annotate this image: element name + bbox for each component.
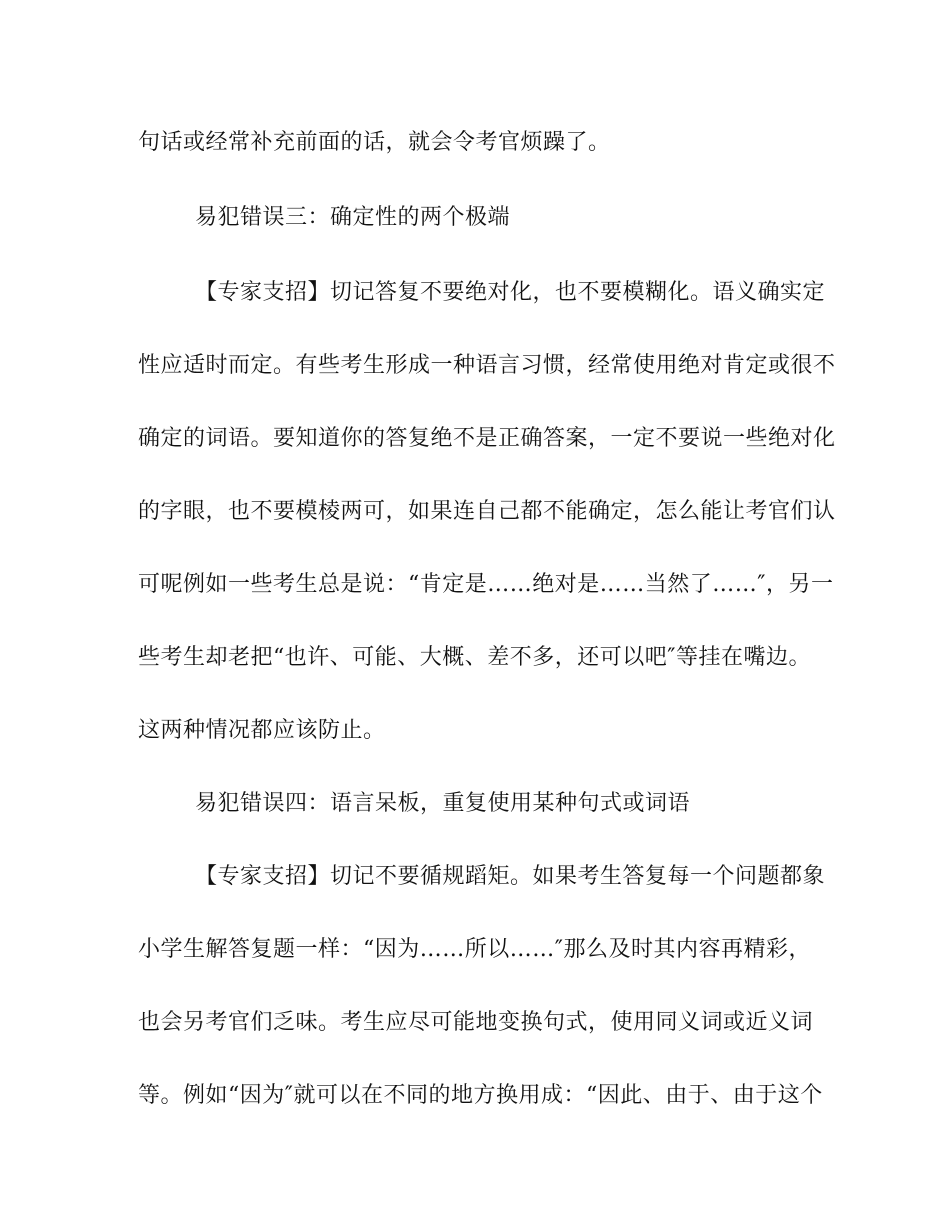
expert-tip-line: 【专家支招】切记答复不要绝对化，也不要模糊化。语义确实定 xyxy=(195,280,826,305)
body-text-line: 些考生却老把“也许、可能、大概、差不多，还可以吧″等挂在嘴边。 xyxy=(138,645,811,670)
body-text-line: 的字眼，也不要模棱两可，如果连自己都不能确定，怎么能让考官们认 xyxy=(138,499,836,524)
body-text-line: 确定的词语。要知道你的答复绝不是正确答案，一定不要说一些绝对化 xyxy=(138,426,836,451)
paragraph-continuation-line: 句话或经常补充前面的话，就会令考官烦躁了。 xyxy=(138,130,611,155)
body-text-line: 等。例如“因为″就可以在不同的地方换用成：“因此、由于、由于这个 xyxy=(138,1083,823,1108)
body-text-line: 也会另考官们乏味。考生应尽可能地变换句式，使用同义词或近义词 xyxy=(138,1010,814,1035)
body-text-line: 可呢例如一些考生总是说：“肯定是……绝对是……当然了……″，另一 xyxy=(138,572,834,597)
section-heading-mistake-4: 易犯错误四：语言呆板，重复使用某种句式或词语 xyxy=(195,791,691,816)
body-text-line: 小学生解答复题一样：“因为……所以……″那么及时其内容再精彩， xyxy=(138,937,811,962)
section-heading-mistake-3: 易犯错误三：确定性的两个极端 xyxy=(195,205,511,230)
body-text-line: 这两种情况都应该防止。 xyxy=(138,718,386,743)
expert-tip-line: 【专家支招】切记不要循规蹈矩。如果考生答复每一个问题都象 xyxy=(195,864,826,889)
body-text-line: 性应适时而定。有些考生形成一种语言习惯，经常使用绝对肯定或很不 xyxy=(138,353,836,378)
